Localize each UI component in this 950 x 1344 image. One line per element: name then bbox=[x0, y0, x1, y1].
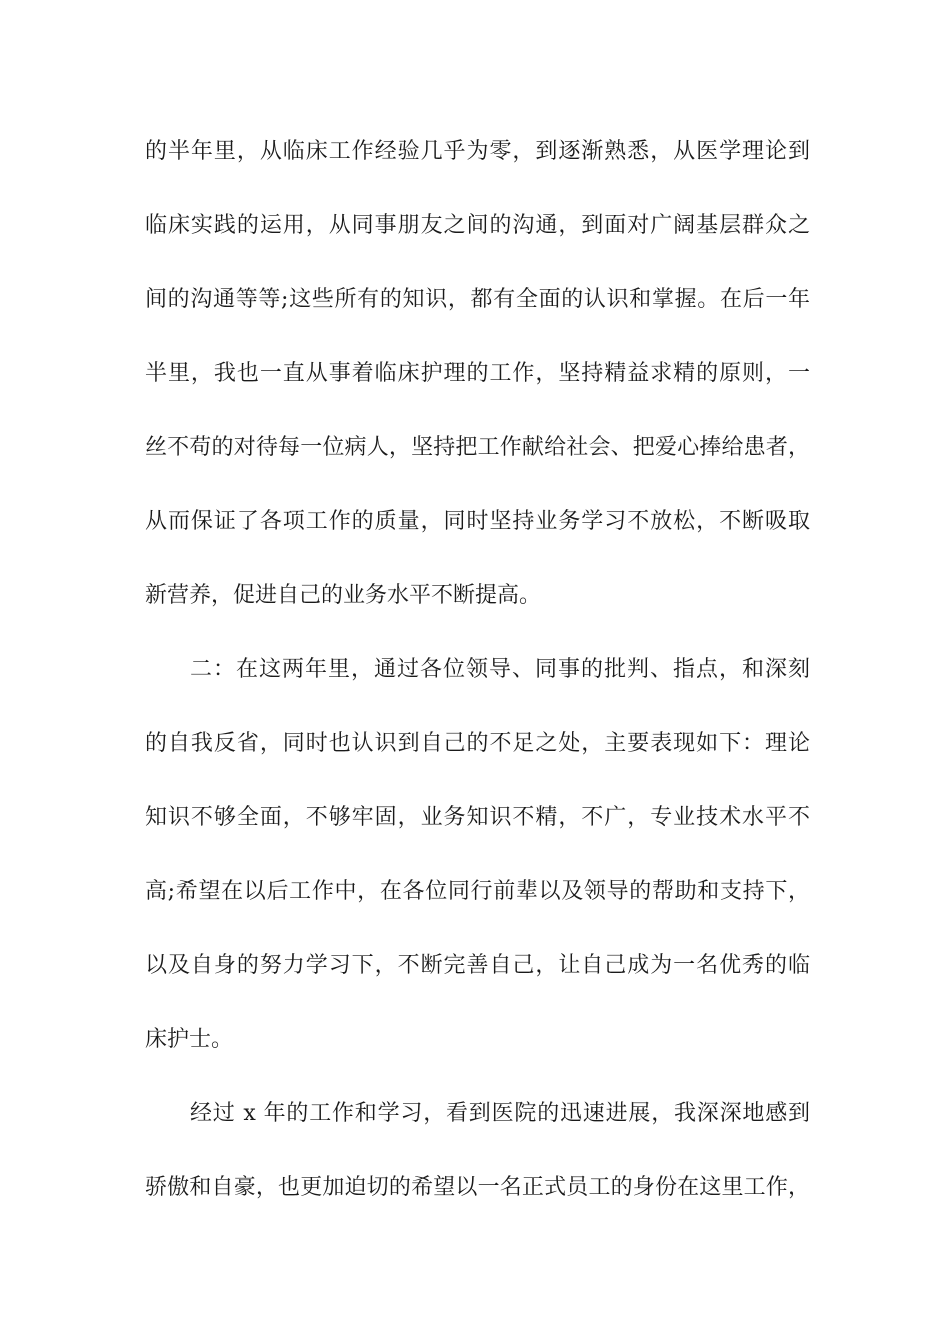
paragraph-line: 间的沟通等等;这些所有的知识，都有全面的认识和掌握。在后一年 bbox=[145, 287, 810, 312]
paragraph-line: 的自我反省，同时也认识到自己的不足之处，主要表现如下：理论 bbox=[145, 731, 810, 756]
paragraph-line: 从而保证了各项工作的质量，同时坚持业务学习不放松，不断吸取 bbox=[145, 509, 810, 534]
paragraph-line: 的半年里，从临床工作经验几乎为零，到逐渐熟悉，从医学理论到 bbox=[145, 139, 810, 164]
paragraph-line: 知识不够全面，不够牢固，业务知识不精，不广，专业技术水平不 bbox=[145, 805, 810, 830]
paragraph-line: 二：在这两年里，通过各位领导、同事的批判、指点，和深刻 bbox=[190, 657, 810, 682]
paragraph-line: 经过 x 年的工作和学习，看到医院的迅速进展，我深深地感到 bbox=[190, 1101, 810, 1126]
paragraph-line: 床护士。 bbox=[145, 1027, 234, 1052]
paragraph-line: 半里，我也一直从事着临床护理的工作，坚持精益求精的原则，一 bbox=[145, 361, 810, 386]
paragraph-line: 新营养，促进自己的业务水平不断提高。 bbox=[145, 583, 542, 608]
paragraph-line: 丝不苟的对待每一位病人，坚持把工作献给社会、把爱心捧给患者， bbox=[145, 435, 810, 460]
paragraph-line: 骄傲和自豪，也更加迫切的希望以一名正式员工的身份在这里工作， bbox=[145, 1175, 810, 1200]
paragraph-line: 高;希望在以后工作中，在各位同行前辈以及领导的帮助和支持下， bbox=[145, 879, 810, 904]
paragraph-line: 临床实践的运用，从同事朋友之间的沟通，到面对广阔基层群众之 bbox=[145, 213, 810, 238]
paragraph-line: 以及自身的努力学习下，不断完善自己，让自己成为一名优秀的临 bbox=[145, 953, 810, 978]
